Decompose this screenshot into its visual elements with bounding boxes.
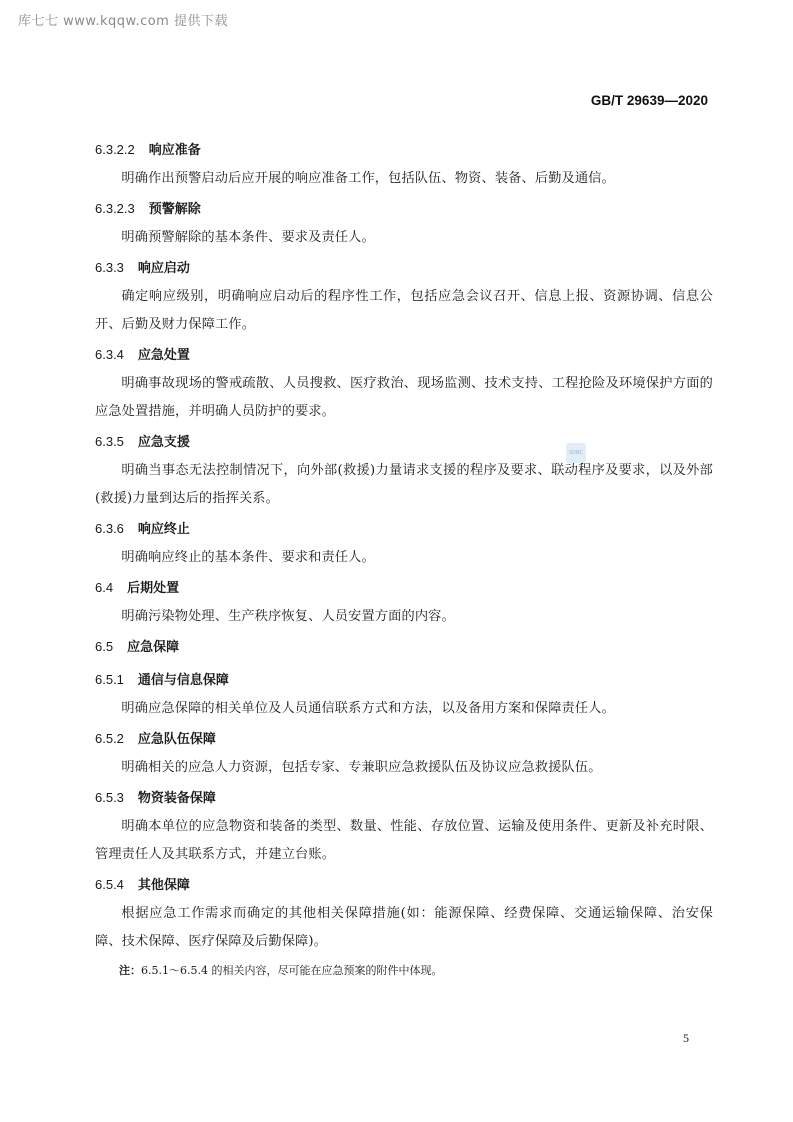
section-number: 6.3.4: [95, 347, 124, 362]
section-number: 6.3.3: [95, 260, 124, 275]
section-paragraph: 明确当事态无法控制情况下，向外部(救援)力量请求支援的程序及要求、联动程序及要求，以及外部(救援)力量到达后的指挥关系。: [95, 463, 713, 506]
section-number: 6.5.4: [95, 877, 124, 892]
section-paragraph: 明确响应终止的基本条件、要求和责任人。: [121, 550, 375, 565]
section-heading: [95, 140, 713, 161]
section-number: 6.5.2: [95, 731, 124, 746]
section-paragraph: 根据应急工作需求而确定的其他相关保障措施(如：能源保障、经费保障、交通运输保障、治安保障、技术保障、医疗保障及后勤保障)。: [95, 906, 713, 949]
standard-code: GB/T 29639—2020: [590, 93, 708, 108]
section-heading: [95, 432, 713, 453]
section-title: 应急支援: [137, 435, 190, 450]
section-paragraph: 明确预警解除的基本条件、要求及责任人。: [121, 230, 375, 245]
note: [95, 962, 713, 980]
section-number: 6.5: [95, 639, 114, 654]
document-body: [95, 140, 713, 980]
section-number: 6.3.5: [95, 434, 124, 449]
section-title: 响应终止: [137, 522, 190, 537]
section-title: 其他保障: [137, 878, 190, 893]
spacer: [95, 658, 713, 664]
section-paragraph: 明确相关的应急人力资源，包括专家、专兼职应急救援队伍及协议应急救援队伍。: [121, 760, 602, 775]
section-paragraph: 明确作出预警启动后应开展的响应准备工作，包括队伍、物资、装备、后勤及通信。: [121, 171, 615, 186]
sections-container: [95, 140, 713, 956]
section-number: 6.5.3: [95, 790, 124, 805]
section-number: 6.3.6: [95, 521, 124, 536]
section-paragraph: 明确应急保障的相关单位及人员通信联系方式和方法，以及备用方案和保障责任人。: [121, 701, 615, 716]
section-title: 响应准备: [148, 143, 201, 158]
section-paragraph: 明确本单位的应急物资和装备的类型、数量、性能、存放位置、运输及使用条件、更新及补充时限、管理责任人及其联系方式，并建立台账。: [95, 819, 713, 862]
section-paragraph: 确定响应级别，明确响应启动后的程序性工作，包括应急会议召开、信息上报、资源协调、信息公开、后勤及财力保障工作。: [95, 289, 713, 332]
section-title: 物资装备保障: [137, 791, 216, 806]
section-heading: [95, 670, 713, 691]
page-number: 5: [683, 1031, 689, 1045]
section-heading: [95, 199, 713, 220]
section-number: 6.3.2.2: [95, 142, 135, 157]
section-heading: [95, 875, 713, 896]
section-title: 后期处置: [127, 581, 180, 596]
section-title: 应急保障: [127, 640, 180, 655]
section-number: 6.4: [95, 580, 114, 595]
section-heading: [95, 578, 713, 599]
watermark-text: 库七七 www.kqqw.com 提供下载: [18, 14, 228, 29]
section-heading: [95, 788, 713, 809]
section-heading: [95, 729, 713, 750]
section-title: 预警解除: [148, 202, 201, 217]
logo-mark-icon: SDNC: [566, 443, 586, 463]
section-number: 6.5.1: [95, 672, 124, 687]
section-heading: [95, 637, 713, 658]
section-heading: [95, 519, 713, 540]
section-heading: [95, 345, 713, 366]
section-title: 通信与信息保障: [137, 673, 229, 688]
note-label: 注：: [119, 964, 141, 977]
section-number: 6.3.2.3: [95, 201, 135, 216]
note-text: 6.5.1～6.5.4 的相关内容，尽可能在应急预案的附件中体现。: [141, 964, 443, 977]
section-paragraph: 明确事故现场的警戒疏散、人员搜救、医疗救治、现场监测、技术支持、工程抢险及环境保护方面的应急处置措施，并明确人员防护的要求。: [95, 376, 713, 419]
section-title: 应急队伍保障: [137, 732, 216, 747]
section-title: 响应启动: [137, 261, 190, 276]
section-title: 应急处置: [137, 348, 190, 363]
section-paragraph: 明确污染物处理、生产秩序恢复、人员安置方面的内容。: [121, 609, 455, 624]
section-heading: [95, 258, 713, 279]
